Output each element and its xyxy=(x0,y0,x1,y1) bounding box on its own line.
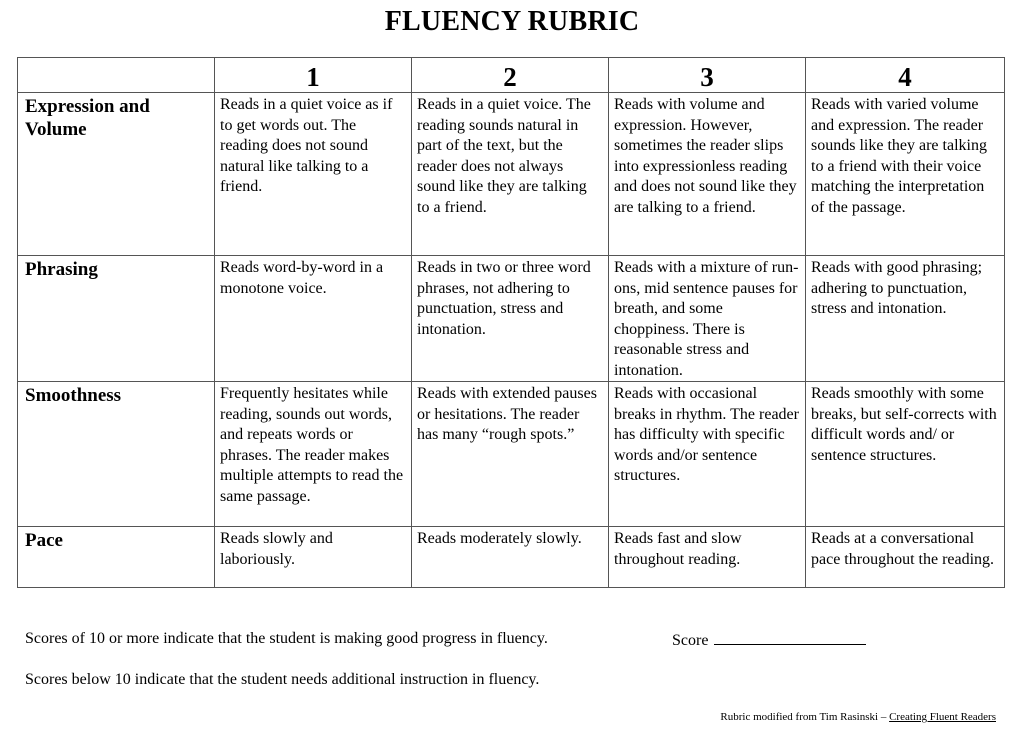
row-label-expression-volume: Expression and Volume xyxy=(18,93,215,256)
source-credit xyxy=(720,711,996,723)
rubric-cell: Reads in a quiet voice as if to get words out. The reading does not sound natural like talking to a friend. xyxy=(215,93,412,256)
rubric-cell: Reads with occasional breaks in rhythm. The reader has difficulty with specific words and/or sentence structures. xyxy=(609,382,806,527)
rubric-cell: Reads with varied volume and expression. The reader sounds like they are talking to a friend with their voice matching the interpretation of the passage. xyxy=(806,93,1005,256)
page-title: FLUENCY RUBRIC xyxy=(384,6,640,37)
rubric-cell: Reads at a conversational pace throughout the reading. xyxy=(806,527,1005,588)
table-row xyxy=(18,256,1005,382)
rubric-cell: Reads with good phrasing; adhering to punctuation, stress and intonation. xyxy=(806,256,1005,382)
rubric-cell: Reads slowly and laboriously. xyxy=(215,527,412,588)
row-label-phrasing: Phrasing xyxy=(18,256,215,382)
fluency-rubric-table xyxy=(17,57,1005,588)
score-blank-line[interactable] xyxy=(714,630,866,645)
rubric-cell: Reads in two or three word phrases, not adhering to punctuation, stress and intonation. xyxy=(412,256,609,382)
needs-instruction-note: Scores below 10 indicate that the student needs additional instruction in fluency. xyxy=(25,671,540,688)
table-row xyxy=(18,527,1005,588)
rubric-cell: Reads word-by-word in a monotone voice. xyxy=(215,256,412,382)
row-label-smoothness: Smoothness xyxy=(18,382,215,527)
rubric-cell: Reads with volume and expression. However, sometimes the reader slips into expressionless reading and does not sound like they are talking to a friend. xyxy=(609,93,806,256)
table-row xyxy=(18,93,1005,256)
rubric-cell: Reads fast and slow throughout reading. xyxy=(609,527,806,588)
good-progress-note: Scores of 10 or more indicate that the student is making good progress in fluency. xyxy=(25,630,548,647)
corner-header-cell xyxy=(18,58,215,93)
table-header-row xyxy=(18,58,1005,93)
rubric-cell: Reads moderately slowly. xyxy=(412,527,609,588)
row-label-pace: Pace xyxy=(18,527,215,588)
score-label: Score xyxy=(672,632,709,649)
credit-prefix: Rubric modified from Tim Rasinski – xyxy=(720,711,890,723)
rubric-cell: Reads with extended pauses or hesitations. The reader has many “rough spots.” xyxy=(412,382,609,527)
rubric-cell: Reads with a mixture of run-ons, mid sentence pauses for breath, and some choppiness. There is reasonable stress and intonation. xyxy=(609,256,806,382)
rubric-cell: Reads in a quiet voice. The reading sounds natural in part of the text, but the reader does not always sound like they are talking to a friend. xyxy=(412,93,609,256)
rubric-cell: Frequently hesitates while reading, sounds out words, and repeats words or phrases. The reader makes multiple attempts to read the same passage. xyxy=(215,382,412,527)
score-header-2: 2 xyxy=(412,58,609,93)
score-header-4: 4 xyxy=(806,58,1005,93)
rubric-cell: Reads smoothly with some breaks, but self-corrects with difficult words and/ or sentence structures. xyxy=(806,382,1005,527)
score-header-3: 3 xyxy=(609,58,806,93)
table-row xyxy=(18,382,1005,527)
score-field[interactable] xyxy=(672,630,866,650)
score-header-1: 1 xyxy=(215,58,412,93)
credit-book-title: Creating Fluent Readers xyxy=(889,711,996,723)
